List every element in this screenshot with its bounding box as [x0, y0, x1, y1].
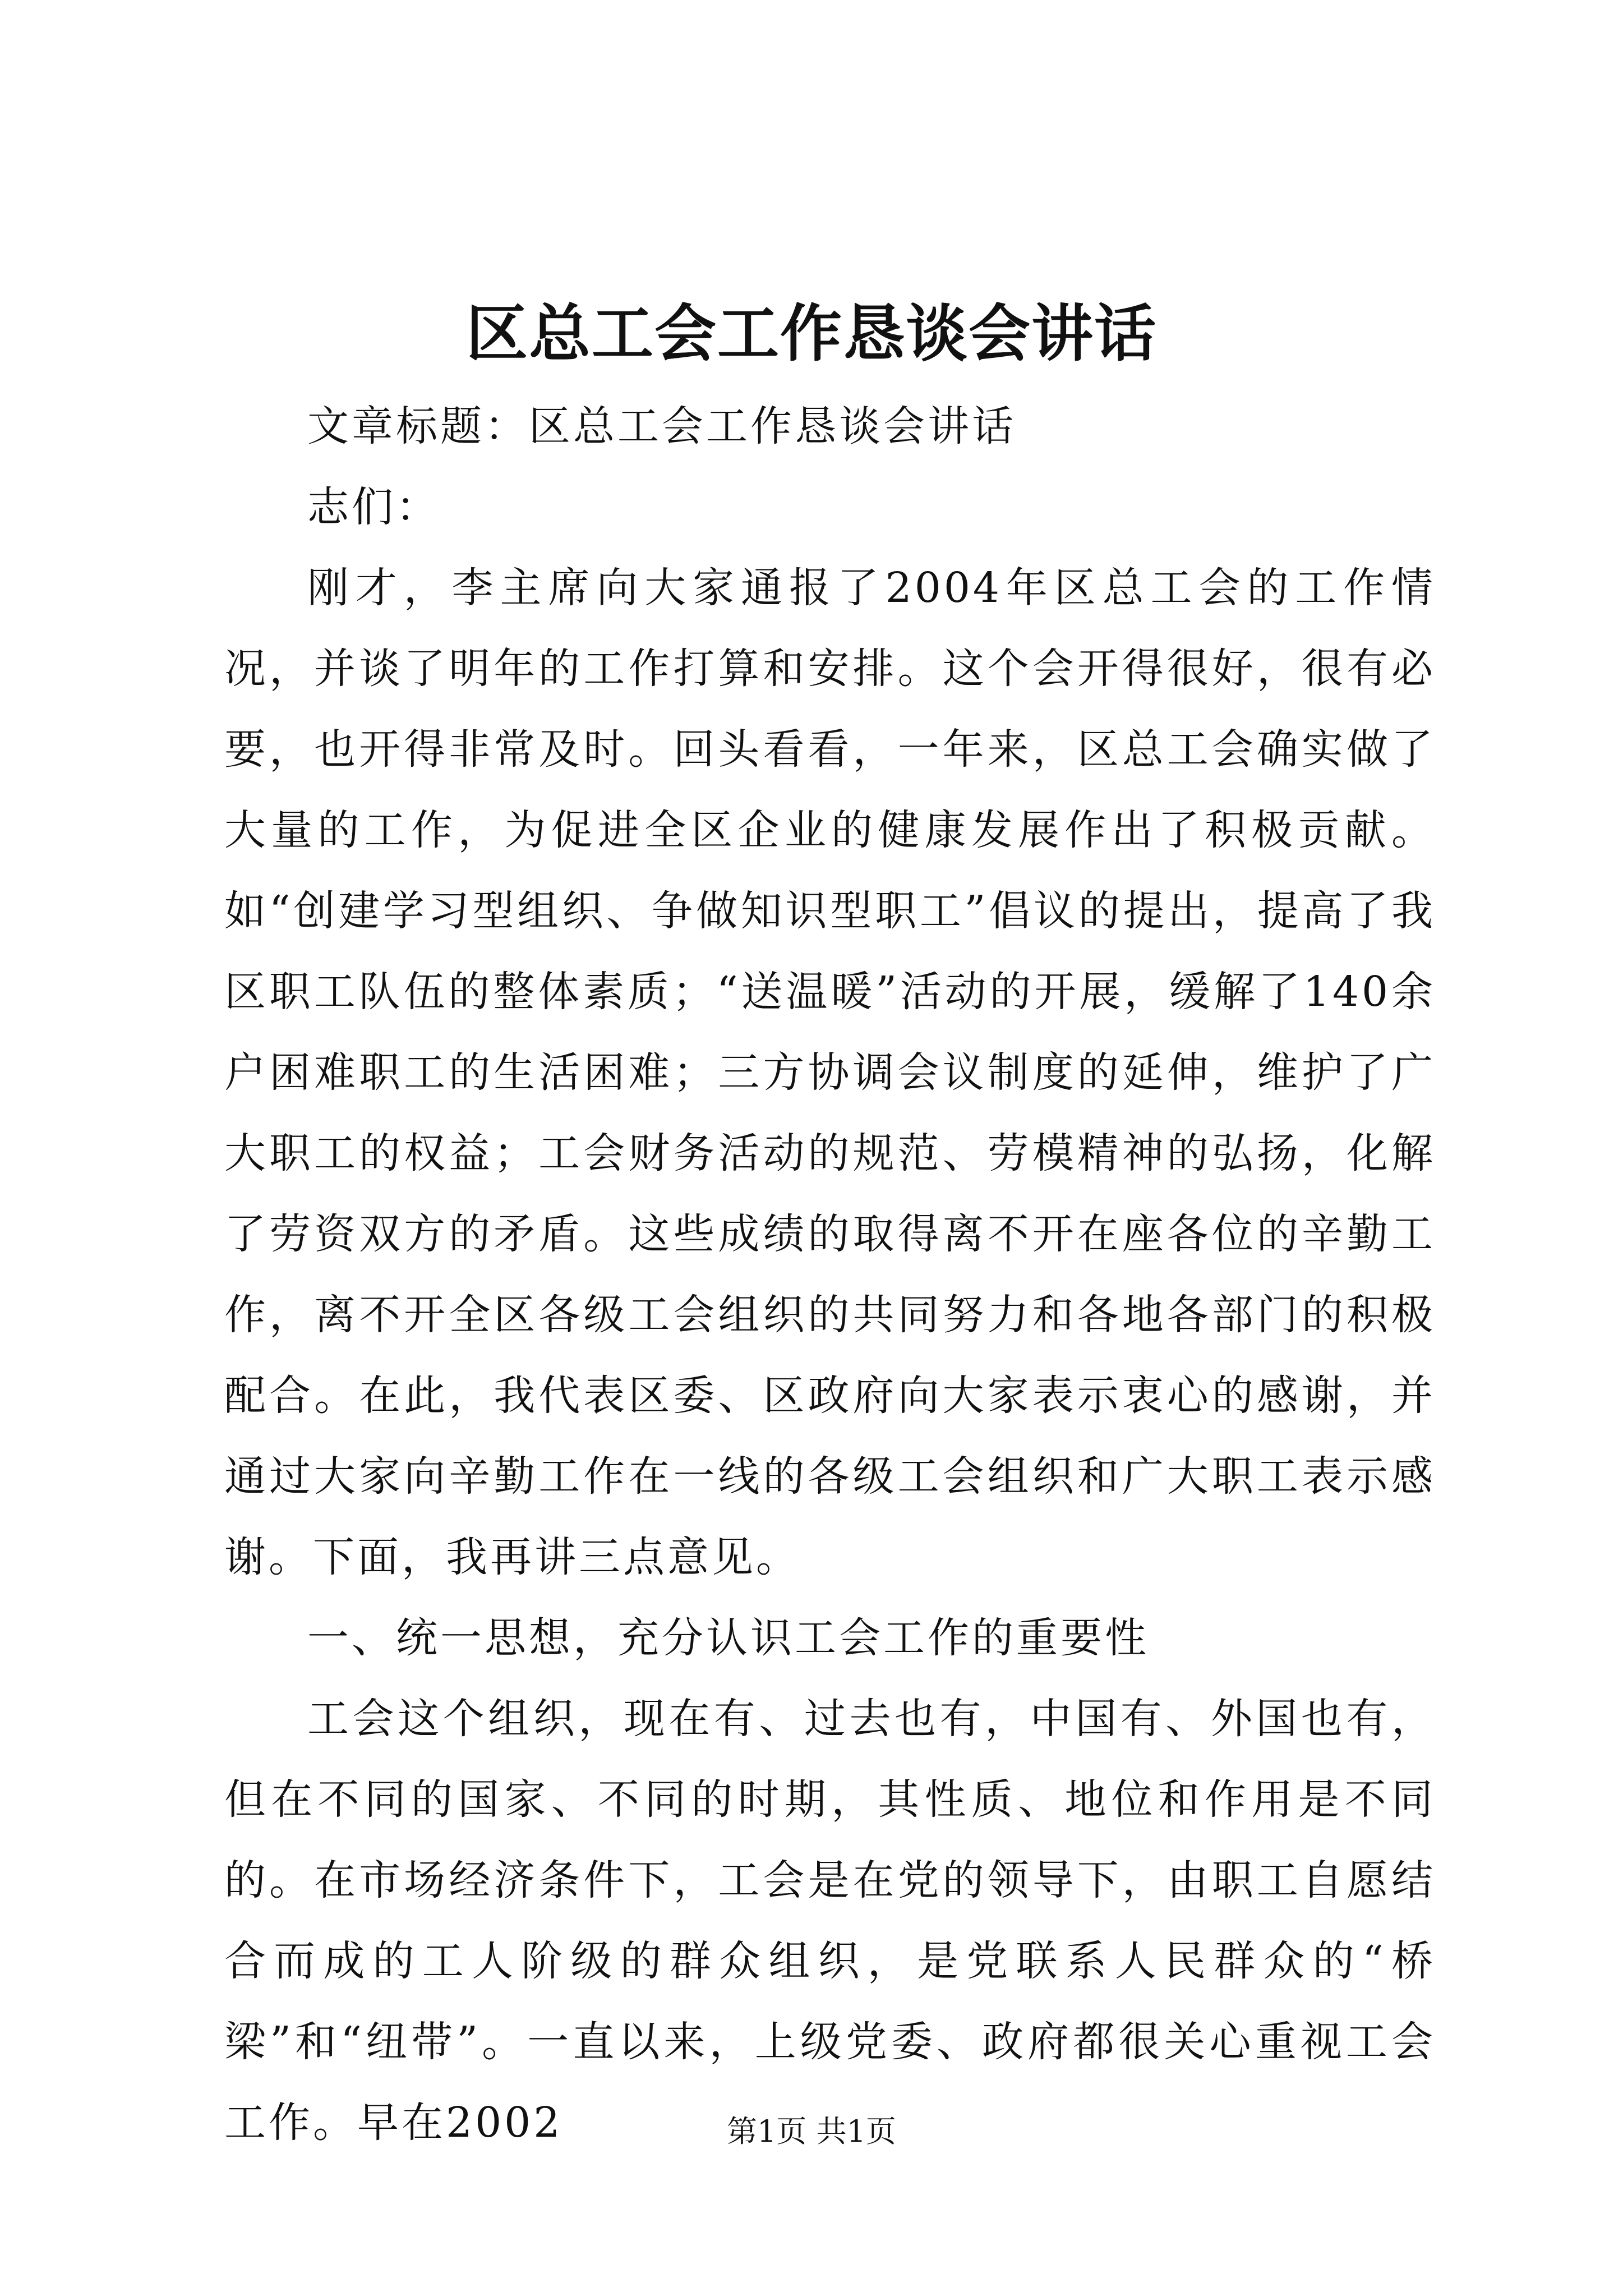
section-heading-one: 一、统一思想，充分认识工会工作的重要性 — [307, 1614, 1149, 1662]
paragraph-opening: 刚才，李主席向大家通报了2004年区总工会的工作情况，并谈了明年的工作打算和安排。这个会开得很好，很有必要，也开得非常及时。回头看看，一年来，区总工会确实做了大量的工作，为促进全区企业的健康发展作出了积极贡献。如“创建学习型组织、争做知识型职工”倡议的提出，提高了我区职工队伍的整体素质；“送温暖”活动的开展，缓解了140余户困难职工的生活困难；三方协调会议制度的延伸，维护了广大职工的权益；工会财务活动的规范、劳模精神的弘扬，化解了劳资双方的矛盾。这些成绩的取得离不开在座各位的辛勤工作，离不开全区各级工会组织的共同努力和各地各部门的积极配合。在此，我代表区委、区政府向大家表示衷心的感谢，并通过大家向辛勤工作在一线的各级工会组织和广大职工表示感谢。下面，我再讲三点意见。 — [224, 564, 1436, 1581]
paragraph-section-one: 工会这个组织，现在有、过去也有，中国有、外国也有，但在不同的国家、不同的时期，其性质、地位和作用是不同的。在市场经济条件下，工会是在党的领导下，由职工自愿结合而成的工人阶级的群众组织，是党联系人民群众的“桥梁”和“纽带”。一直以来，上级党委、政府都很关心重视工会工作。早在2002 — [224, 1695, 1436, 2147]
document-body — [224, 386, 1436, 2163]
salutation: 志们： — [307, 483, 440, 531]
article-title-line: 文章标题：区总工会工作恳谈会讲话 — [307, 402, 1016, 450]
page-footer: 第1页 共1页 — [727, 2114, 896, 2149]
document-title: 区总工会工作恳谈会讲话 — [466, 297, 1157, 370]
